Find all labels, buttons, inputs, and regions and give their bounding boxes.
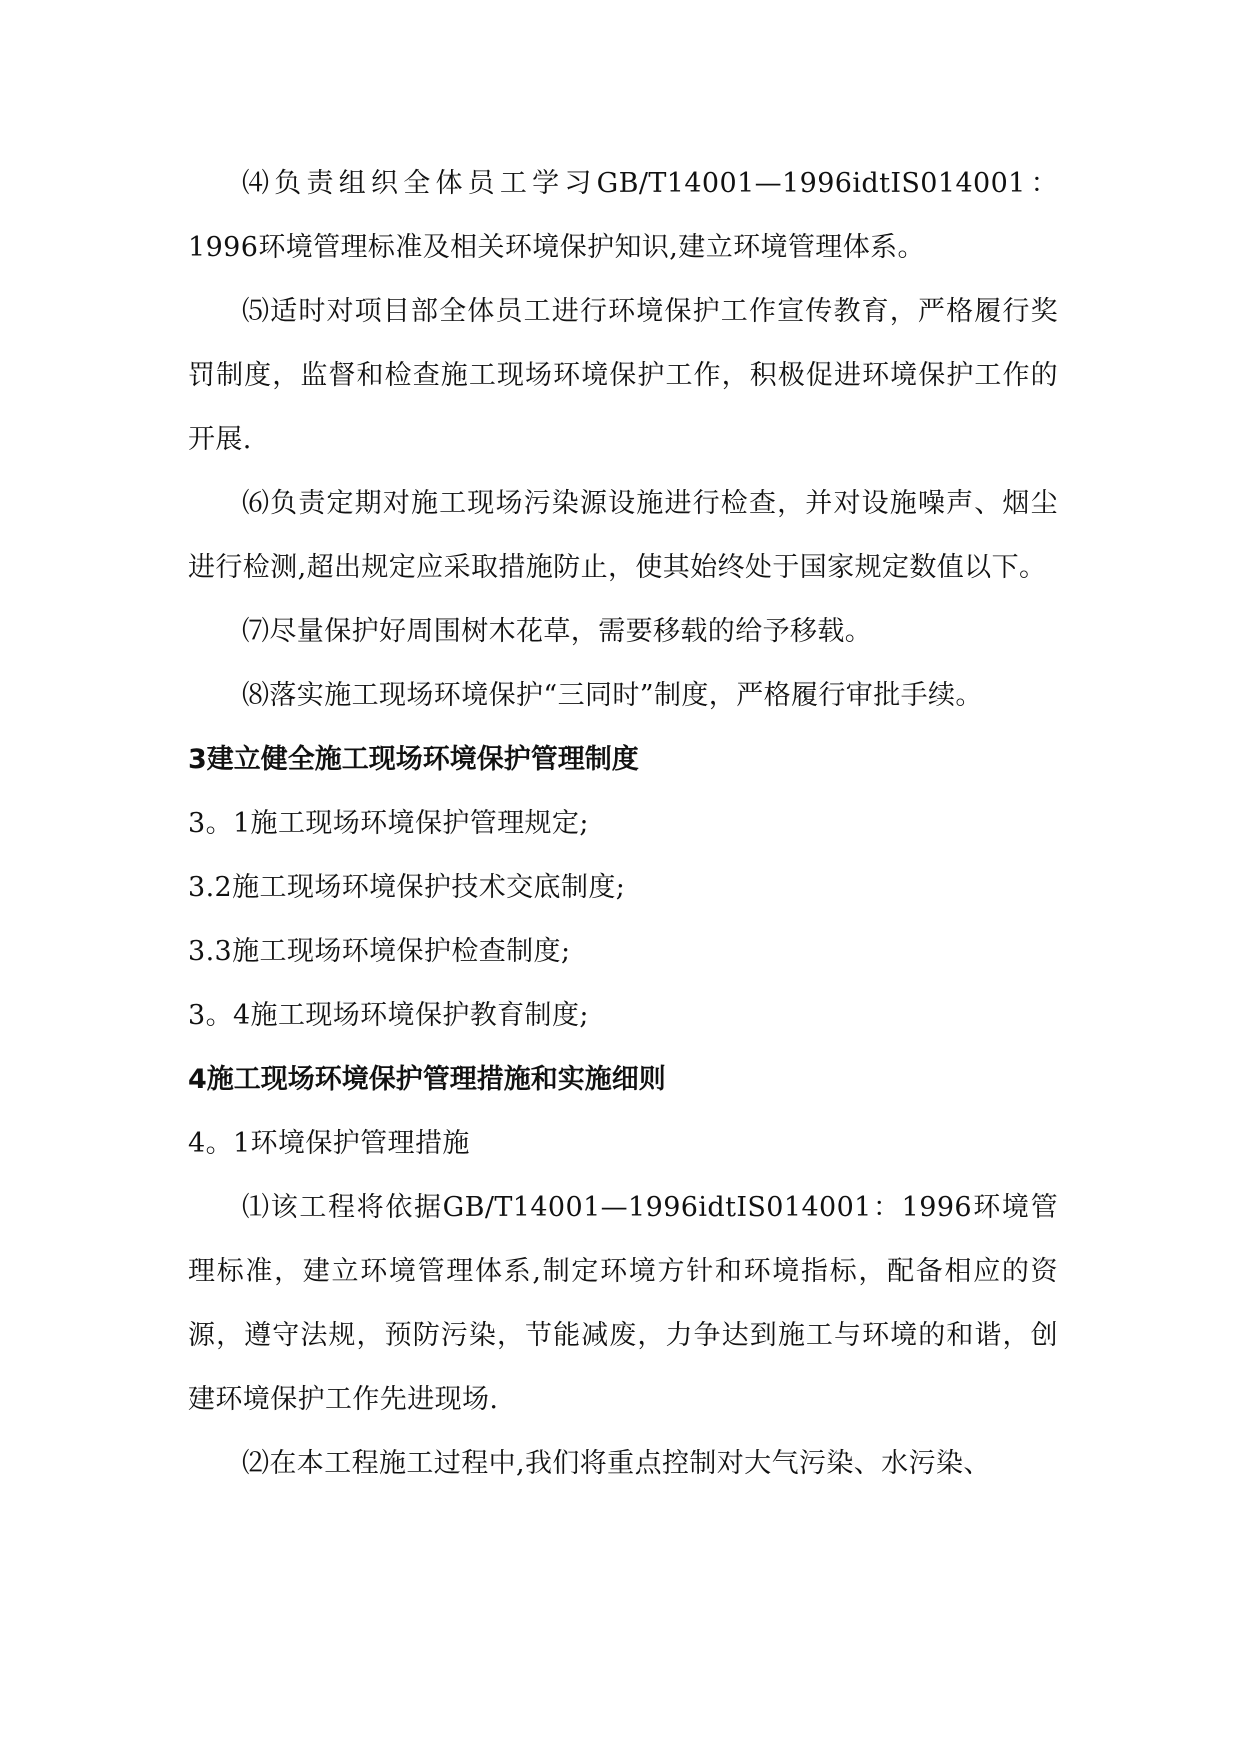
section-4-heading: 4施工现场环境保护管理措施和实施细则 [188,1064,666,1095]
paragraph-4: ⑷负责组织全体员工学习GB/T14001—1996idtIS014001：1996环境管理标准及相关环境保护知识,建立环境管理体系。 [188,168,1058,263]
measure-paragraph-1: ⑴该工程将依据GB/T14001—1996idtIS014001：1996环境管理标准，建立环境管理体系,制定环境方针和环境指标，配备相应的资源，遵守法规，预防污染，节能减废，力争达到施工与环境的和谐，创建环境保护工作先进现场. [188,1192,1058,1415]
measure-paragraph-2: ⑵在本工程施工过程中,我们将重点控制对大气污染、水污染、 [242,1448,991,1479]
section-3-item-4: 3。4施工现场环境保护教育制度; [188,1000,589,1031]
section-3-item-3: 3.3施工现场环境保护检查制度; [188,936,571,967]
section-4-subheading: 4。1环境保护管理措施 [188,1128,470,1159]
section-3-item-2: 3.2施工现场环境保护技术交底制度; [188,872,626,903]
section-3-item-1: 3。1施工现场环境保护管理规定; [188,808,589,839]
section-3-heading: 3建立健全施工现场环境保护管理制度 [188,744,639,775]
paragraph-6: ⑹负责定期对施工现场污染源设施进行检查，并对设施噪声、烟尘进行检测,超出规定应采取措施防止，使其始终处于国家规定数值以下。 [188,488,1058,583]
paragraph-7: ⑺尽量保护好周围树木花草，需要移载的给予移载。 [242,616,873,647]
paragraph-8: ⑻落实施工现场环境保护“三同时”制度，严格履行审批手续。 [242,680,983,711]
paragraph-5: ⑸适时对项目部全体员工进行环境保护工作宣传教育，严格履行奖罚制度，监督和检查施工现场环境保护工作，积极促进环境保护工作的开展. [188,296,1058,455]
document-body [188,152,1058,1496]
